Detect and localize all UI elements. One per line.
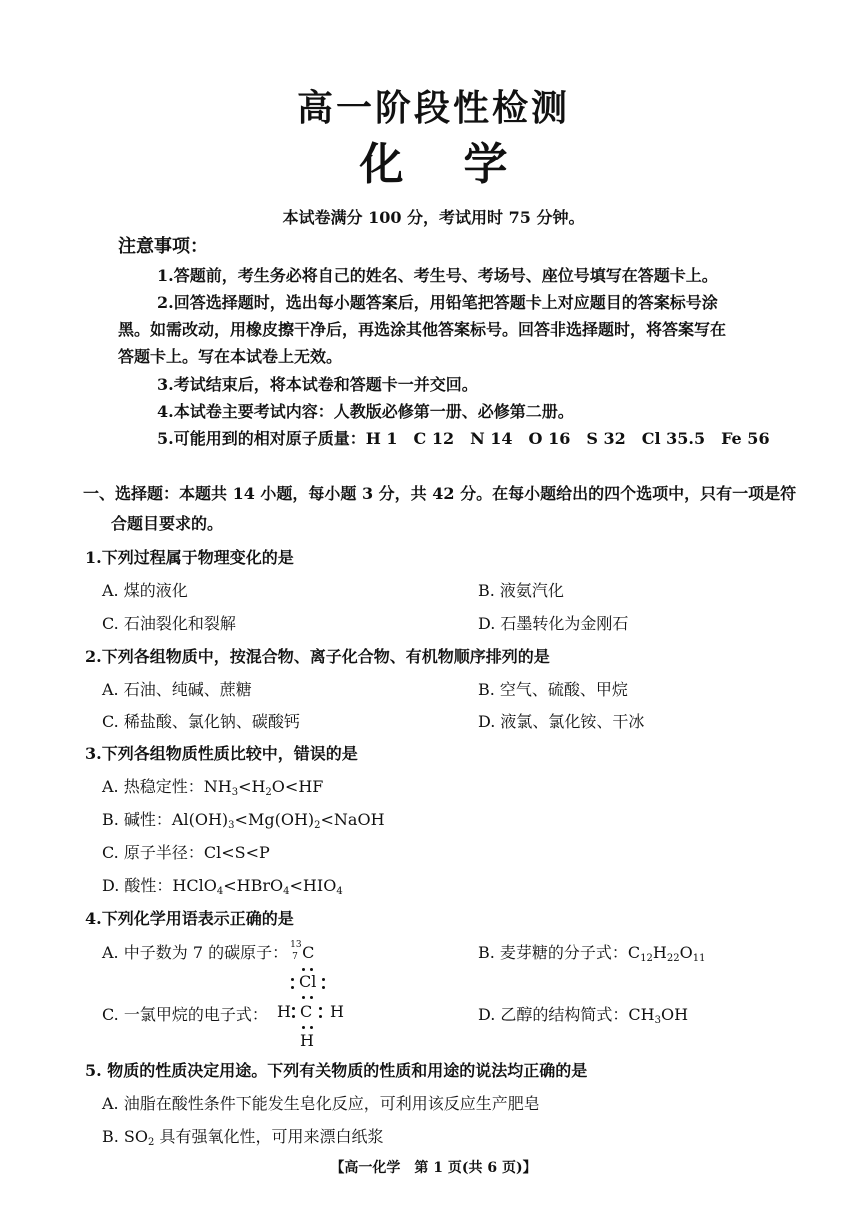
- notice-item-2-line-2: 黑。如需改动，用橡皮擦干净后，再选涂其他答案标号。回答非选择题时，将答案写在: [118, 320, 727, 339]
- notice-item-2-line-3: 答题卡上。写在本试卷上无效。: [118, 347, 343, 366]
- question-2-option-c: C. 稀盐酸、氯化钠、碳酸钙: [102, 712, 300, 731]
- notice-item-5: 5.可能用到的相对原子质量：H 1 C 12 N 14 O 16 S 32 Cl 35.5 Fe 56: [157, 429, 770, 448]
- hydrogen-left: H: [277, 1002, 291, 1021]
- hydrogen-bottom: H: [300, 1031, 314, 1050]
- question-3-option-b: B. 碱性：$Al(OH)_3<Mg(OH)_2<NaOH$: [102, 810, 385, 831]
- score-line: 本试卷满分 100 分，考试用时 75 分钟。: [282, 208, 585, 227]
- notice-item-3: 3.考试结束后，将本试卷和答题卡一并交回。: [157, 375, 478, 394]
- electron-dot: [310, 968, 313, 971]
- notice-item-1: 1.答题前，考生务必将自己的姓名、考生号、考场号、座位号填写在答题卡上。: [157, 266, 718, 285]
- electron-dot: [291, 978, 294, 981]
- question-4-option-c-label: C. 一氯甲烷的电子式：: [102, 1005, 268, 1024]
- question-5-option-a: A. 油脂在酸性条件下能发生皂化反应，可利用该反应生产肥皂: [102, 1094, 540, 1113]
- question-2-stem: 2.下列各组物质中，按混合物、离子化合物、有机物顺序排列的是: [85, 647, 550, 666]
- chlorine-top: Cl: [299, 972, 317, 991]
- notice-heading: 注意事项：: [118, 236, 208, 257]
- electron-dot: [319, 1007, 322, 1010]
- electron-dot: [310, 996, 313, 999]
- question-1-option-d: D. 石墨转化为金刚石: [478, 614, 629, 633]
- hydrogen-right: H: [330, 1002, 344, 1021]
- question-2-option-b: B. 空气、硫酸、甲烷: [478, 680, 628, 699]
- question-1-stem: 1.下列过程属于物理变化的是: [85, 548, 294, 567]
- electron-dot: [292, 1015, 295, 1018]
- electron-dot: [302, 996, 305, 999]
- electron-dot: [322, 978, 325, 981]
- electron-dot: [291, 986, 294, 989]
- notice-item-2-line-1: 2.回答选择题时，选出每小题答案后，用铅笔把答题卡上对应题目的答案标号涂: [157, 293, 718, 312]
- carbon-center: C: [300, 1002, 313, 1021]
- exam-title: 高一阶段性检测: [296, 88, 570, 129]
- electron-dot: [302, 968, 305, 971]
- question-4-option-d: D. 乙醇的结构简式：$CH_3OH$: [478, 1005, 689, 1026]
- question-4-option-b: B. 麦芽糖的分子式：$C_{12}H_{22}O_{11}$: [478, 943, 706, 964]
- question-2-option-d: D. 液氯、氯化铵、干冰: [478, 712, 645, 731]
- subject-title: 化学: [359, 139, 568, 190]
- question-5-stem: 5. 物质的性质决定用途。下列有关物质的性质和用途的说法均正确的是: [85, 1061, 588, 1080]
- electron-dot: [322, 986, 325, 989]
- question-3-option-a: A. 热稳定性：$NH_3<H_2O<HF$: [102, 777, 324, 798]
- question-3-stem: 3.下列各组物质性质比较中，错误的是: [85, 744, 358, 763]
- nuclide-notation: 13 7: [290, 939, 302, 962]
- question-1-option-a: A. 煤的液化: [102, 581, 188, 600]
- question-1-option-b: B. 液氨汽化: [478, 581, 564, 600]
- notice-item-4: 4.本试卷主要考试内容：人教版必修第一册、必修第二册。: [157, 402, 574, 421]
- question-3-option-c: C. 原子半径：Cl<S<P: [102, 843, 270, 862]
- electron-dot: [292, 1007, 295, 1010]
- question-4-stem: 4.下列化学用语表示正确的是: [85, 909, 294, 928]
- electron-dot: [310, 1026, 313, 1029]
- question-2-option-a: A. 石油、纯碱、蔗糖: [102, 680, 252, 699]
- section-1-heading-line-1: 一、选择题：本题共 14 小题，每小题 3 分，共 42 分。在每小题给出的四个选项中，只有一项是符: [83, 484, 797, 503]
- page-footer: 【高一化学 第 1 页(共 6 页)】: [330, 1160, 537, 1176]
- electron-dot: [319, 1015, 322, 1018]
- question-4-option-a: A. 中子数为 7 的碳原子： 13 7 C: [102, 939, 315, 962]
- electron-dot: [302, 1026, 305, 1029]
- section-1-heading-line-2: 合题目要求的。: [111, 514, 224, 533]
- question-3-option-d: D. 酸性：$HClO_4<HBrO_4<HIO_4$: [102, 876, 343, 897]
- question-1-option-c: C. 石油裂化和裂解: [102, 614, 236, 633]
- question-5-option-b: B. $SO_2$ 具有强氧化性，可用来漂白纸浆: [102, 1127, 384, 1148]
